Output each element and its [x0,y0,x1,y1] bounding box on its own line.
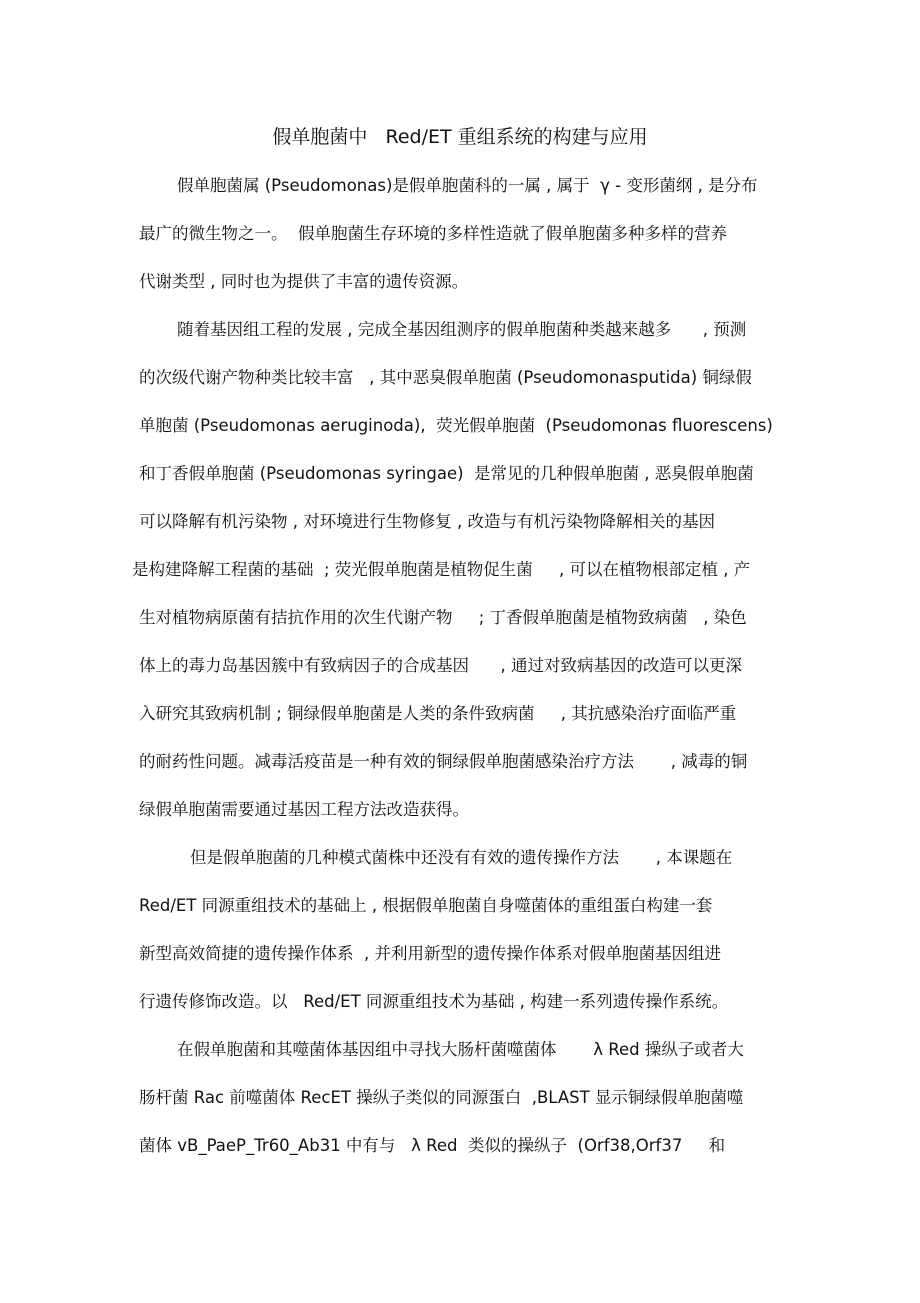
text-line: 可以降解有机污染物 , 对环境进行生物修复 , 改造与有机污染物降解相关的基因 [139,512,715,531]
text-line: 菌体 vB_PaeP_Tr60_Ab31 中有与 λ Red 类似的操纵子 (Orf38,Orf37 和 [139,1136,726,1155]
text-line: 但是假单胞菌的几种模式菌株中还没有有效的遗传操作方法 , 本课题在 [190,848,733,867]
text-line: 的耐药性问题。减毒活疫苗是一种有效的铜绿假单胞菌感染治疗方法 , 减毒的铜 [139,752,748,771]
text-line: Red/ET 同源重组技术的基础上 , 根据假单胞菌自身噬菌体的重组蛋白构建一套 [139,896,713,915]
document-title: 假单胞菌中 Red/ET 重组系统的构建与应用 [272,126,648,148]
text-line: 代谢类型 , 同时也为提供了丰富的遗传资源。 [139,272,469,291]
text-line: 和丁香假单胞菌 (Pseudomonas syringae) 是常见的几种假单胞菌 , 恶臭假单胞菌 [139,464,754,483]
text-line: 单胞菌 (Pseudomonas aeruginoda), 荧光假单胞菌 (Pseudomonas fluorescens) [139,416,773,435]
text-line: 体上的毒力岛基因簇中有致病因子的合成基因 , 通过对致病基因的改造可以更深 [139,656,742,675]
text-line: 新型高效简捷的遗传操作体系 , 并利用新型的遗传操作体系对假单胞菌基因组进 [139,944,721,963]
text-line: 最广的微生物之一。 假单胞菌生存环境的多样性造就了假单胞菌多种多样的营养 [139,224,727,243]
text-line: 假单胞菌属 (Pseudomonas)是假单胞菌科的一属 , 属于 γ - 变形菌纲 , 是分布 [177,176,758,195]
text-line: 的次级代谢产物种类比较丰富 , 其中恶臭假单胞菌 (Pseudomonasputida) 铜绿假 [139,368,752,387]
text-line: 入研究其致病机制 ; 铜绿假单胞菌是人类的条件致病菌 , 其抗感染治疗面临严重 [139,704,737,723]
text-line: 随着基因组工程的发展 , 完成全基因组测序的假单胞菌种类越来越多 , 预测 [177,320,747,339]
text-line: 在假单胞菌和其噬菌体基因组中寻找大肠杆菌噬菌体 λ Red 操纵子或者大 [177,1040,744,1059]
text-line: 绿假单胞菌需要通过基因工程方法改造获得。 [139,800,469,819]
text-line: 行遗传修饰改造。以 Red/ET 同源重组技术为基础 , 构建一系列遗传操作系统。 [139,992,729,1011]
text-line: 肠杆菌 Rac 前噬菌体 RecET 操纵子类似的同源蛋白 ,BLAST 显示铜绿假单胞菌噬 [139,1088,744,1107]
text-line: 是构建降解工程菌的基础 ; 荧光假单胞菌是植物促生菌 , 可以在植物根部定植 , 产 [132,560,751,579]
text-line: 生对植物病原菌有拮抗作用的次生代谢产物 ; 丁香假单胞菌是植物致病菌 , 染色 [139,608,747,627]
